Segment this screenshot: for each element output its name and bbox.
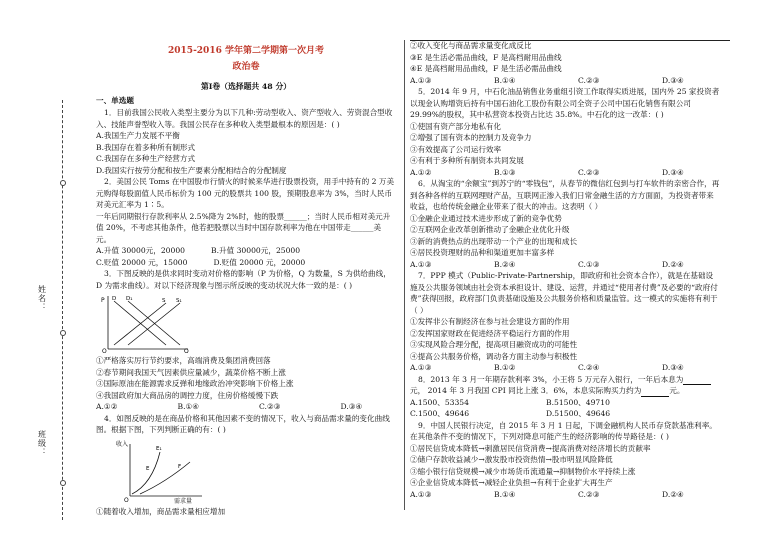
q9-item-3: ③缩小银行信贷规模→减少市场货币流通量→抑制物价水平持续上涨 <box>410 466 636 476</box>
label-e: E <box>146 465 150 472</box>
q7-option-a: A.①③ <box>410 363 432 372</box>
name-label: 姓名： <box>37 285 47 312</box>
q9-option-d: D.②④ <box>662 489 684 499</box>
label-e1: E₁ <box>156 445 162 452</box>
q3-options <box>96 401 396 413</box>
q6-option-c: C.①③ <box>578 259 600 269</box>
axis-q: Q <box>184 348 189 353</box>
q4-stem: 4．如图反映的是在商品价格和其他因素不变的情况下，收入与商品需求量的变化曲线图。根据下图，下列判断正确的有：( ) <box>96 413 390 434</box>
q3-option-c: C.②③ <box>259 402 281 411</box>
q3-option-d: D.③④ <box>340 402 363 411</box>
q5-option-c: C.②③ <box>578 167 600 177</box>
q6-option-b: B.②④ <box>494 259 516 269</box>
origin-o: O <box>102 348 107 353</box>
q4-option-d: D.③④ <box>662 75 684 85</box>
q8-option-d: D.51500、49646 <box>546 409 611 418</box>
q5-option-d: D.③④ <box>662 167 684 177</box>
q5-option-b: B.①③ <box>494 167 516 177</box>
q2-option-c: C.贬值 20000 元，15000 <box>96 257 188 267</box>
exam-subject: 政治卷 <box>232 61 260 72</box>
q3-item-2: ②春节期间我国天气因素供应量减少，蔬菜价格不断上涨 <box>96 367 286 377</box>
q9-item-2: ②储户存款收益减少→激发股市投资热情→股市明显风险降低 <box>410 455 613 464</box>
q6-option-a: A.①③ <box>410 259 432 269</box>
q2-option-a: A.升值 30000元，20000 <box>96 246 185 255</box>
q9-option-a: A.①③ <box>410 489 432 499</box>
q9-item-1: ①居民信贷成本降低→刺激居民信贷消费→提高消费对经济增长的贡献率 <box>410 443 651 453</box>
q1-option-c: C.我国存在多种生产经营方式 <box>96 154 196 163</box>
q3-item-3: ③国际原油在能源需求反弹和地缘政治冲突影响下价格上涨 <box>96 379 294 388</box>
label-s1: S₁ <box>176 298 182 304</box>
q8-stem <box>410 374 720 397</box>
q1-stem: 1．目前我国公民收入类型主要分为以下几种:劳动型收入、资产型收入、劳资混合型收入、技能声誉型收入等。我国公民存在多种收入类型最根本的原因是：( ) <box>96 108 393 129</box>
q2-options <box>96 245 396 257</box>
q5-option-a: A.①② <box>410 167 432 177</box>
q1-option-a: A.我国生产力发展不平衡 <box>96 131 180 140</box>
q4-item-2: ②收入变化与商品需求量变化成反比 <box>410 41 532 50</box>
q7-item-3: ③实现风险合理分配，提高项目融资成功的可能性 <box>410 340 578 349</box>
q6-item-1: ①金融企业通过技术进步形成了新的竞争优势 <box>410 213 562 223</box>
q8-option-c: C.1500、49646 <box>410 409 470 418</box>
q2-options-2 <box>96 257 396 269</box>
q7-options <box>410 362 720 374</box>
binding-line <box>62 100 63 520</box>
axis-p: P <box>101 297 105 304</box>
q2-stem: 2．美国公民 Toms 在中国股市行情火的时候来华进行股票投资，用手中持有的 2 万美元购得每股面值人民币标价为 100 元的股票共 100 股，预期股息率为 3%，当时人民币对美元汇率为 1∶5。 <box>96 177 395 209</box>
q7-option-c: C.②④ <box>578 363 600 372</box>
q5-item-1: ①使国有资产部分地私有化 <box>410 121 502 131</box>
q3-stem: 3．下图反映的是供求同时变动对价格的影响（P 为价格，Q 为数量，S 为供给曲线，D 为需求曲线）。对以下经济现象与图示所反映的变动状况大体一致的是：( ) <box>96 269 391 290</box>
q8-text-a: 8．2013 年 3 月一年期存款利率 3%，小王将 5 万元存入银行，一年后本息为 <box>418 374 684 384</box>
q8-option-b: B.51500、49710 <box>546 397 610 407</box>
q4-options <box>410 75 720 87</box>
q7-item-4: ④提高公共服务价格，调动各方面主动参与积极性 <box>410 351 578 361</box>
q9-option-b: B.①④ <box>494 489 516 499</box>
q8-blank-2 <box>641 388 669 397</box>
right-column <box>410 40 720 500</box>
q6-item-3: ③新的消费热点的出现带动一个产业的出现和成长 <box>410 236 578 246</box>
q7-item-1: ①发挥非公有制经济在参与社会建设方面的作用 <box>410 317 570 326</box>
q8-options-2 <box>410 408 720 420</box>
q9-item-4: ④企业信贷成本降低→减轻企业负担→有利于企业扩大再生产 <box>410 478 613 487</box>
q9-option-c: C.②③ <box>578 489 600 499</box>
q2-stem-cont: 一年后同期银行存款利率从 2.5%降为 2%时，他的股票______；当时人民币相对美元升值 20%，不考虑其他条件，他若把股票以当时中国存款利率为他在中国带走______美元。 <box>96 211 391 244</box>
supply-demand-figure <box>100 293 396 353</box>
q6-options <box>410 259 720 271</box>
q1-option-d: D.我国实行按劳分配和按生产要素分配相结合的分配制度 <box>96 165 287 175</box>
q7-option-b: B.①② <box>494 363 516 372</box>
q5-item-2: ②增强了国有资本的控制力及竞争力 <box>410 133 532 142</box>
q6-stem: 6．从淘宝的“余额宝”到苏宁的“零钱包”，从春节的微信红包到与打车软件的亲密合作，再到各种各样的互联网理财产品，互联网正渗入我们日常金融生活的方方面面，为投资者带来收益，也给传统金融企业带来了很大的冲击。这表明（ ） <box>410 179 720 211</box>
label-d1: D₁ <box>126 296 133 302</box>
q5-stem: 5．2014 年 9 月，中石化油品销售业务重组引资工作取得实质进展，国内外 25 家投资者以现金认购增资后持有中国石油化工股份有限公司全资子公司中国石化销售有限公司 29.99%的股权，其中私营资本投资占比达 35.8%。中石化的这一改革：( ) <box>410 87 720 119</box>
axis-income: 收入 <box>116 440 129 448</box>
left-column <box>96 42 396 517</box>
q6-item-2: ②互联网企业改革创新推动了金融企业优化升级 <box>410 225 570 234</box>
q2-option-b: B.升值 30000元，25000 <box>211 246 301 255</box>
q3-item-4: ④我国政府加大商品房的调控力度，住房价格缓慢下跌 <box>96 390 279 400</box>
q9-stem: 9．中国人民银行决定，自 2015 年 3 月 1 日起，下调金融机构人民币存贷款基准利率。在其他条件不变的情况下，下列对降息可能产生的经济影响的传导路径是：( ) <box>410 420 717 441</box>
q5-options <box>410 167 720 179</box>
volume-heading: 第Ⅰ卷（选择题共 48 分） <box>200 82 292 91</box>
q4-option-b: B.①④ <box>494 75 516 85</box>
q7-option-d: D.③④ <box>662 363 684 372</box>
q4-item-4: ④E 是高档耐用品曲线，F 是生活必需品曲线 <box>410 64 562 73</box>
q8-option-a: A.1500、53354 <box>410 397 469 407</box>
q4-option-c: C.②③ <box>578 75 600 85</box>
q4-item-1: ①随着收入增加，商品需求量相应增加 <box>96 506 226 516</box>
q6-option-d: D.②④ <box>662 259 684 269</box>
q8-text-b: 元， <box>410 386 426 395</box>
q8-text-d: 元。 <box>669 386 685 395</box>
q4-option-a: A.①③ <box>410 75 432 85</box>
q7-item-2: ②发挥国家财政在促进经济平稳运行方面的作用 <box>410 328 570 338</box>
label-d: D <box>112 296 117 302</box>
exam-title: 2015-2016 学年第二学期第一次月考 <box>168 46 324 56</box>
q5-item-3: ③有效提高了公司运行效率 <box>410 144 502 154</box>
label-s: S <box>162 298 166 304</box>
q8-blank-1 <box>683 376 711 385</box>
q2-option-d: D.贬值 20000 元，20000 <box>213 257 306 267</box>
q6-item-4: ④居民投资理财的品种和渠道更加丰富多样 <box>410 248 555 257</box>
binding-margin <box>0 0 92 551</box>
income-demand-figure <box>116 438 396 504</box>
q9-options <box>410 489 720 501</box>
column-divider <box>404 40 405 510</box>
q3-option-a: A.①② <box>96 402 118 411</box>
q5-item-4: ④有利于多种所有制资本共同发展 <box>410 156 524 165</box>
section-heading: 一、单选题 <box>96 95 134 105</box>
axis-demand: 需求量 <box>174 497 193 504</box>
label-f: F <box>178 463 182 470</box>
q3-item-1: ①严格落实厉行节约要求，高端消费及集团消费回落 <box>96 356 271 365</box>
q8-options <box>410 397 720 409</box>
q1-option-b: B.我国存在着多种所有制形式 <box>96 142 196 152</box>
q7-stem: 7．PPP 模式（Public-Private-Partnership，即政府和社会资本合作），就是在基础设施及公共服务领域由社会资本承担设计、建设、运营，并通过“使用者付费”及必要的“政府付费”获得回报，政府部门负责基础设施及公共服务价格和质量监管。这一模式的实施将有利于（ ） <box>410 271 718 315</box>
origin-o2: O <box>124 496 129 504</box>
q3-option-b: B.①④ <box>177 402 200 411</box>
q4-item-3: ③E 是生活必需品曲线，F 是高档耐用品曲线 <box>410 52 562 62</box>
q8-text-c: 2014 年 3 月我国 CPI 同比上涨 3．6%，本息实际购买力约为 <box>427 386 642 395</box>
class-label: 班级： <box>37 430 47 457</box>
